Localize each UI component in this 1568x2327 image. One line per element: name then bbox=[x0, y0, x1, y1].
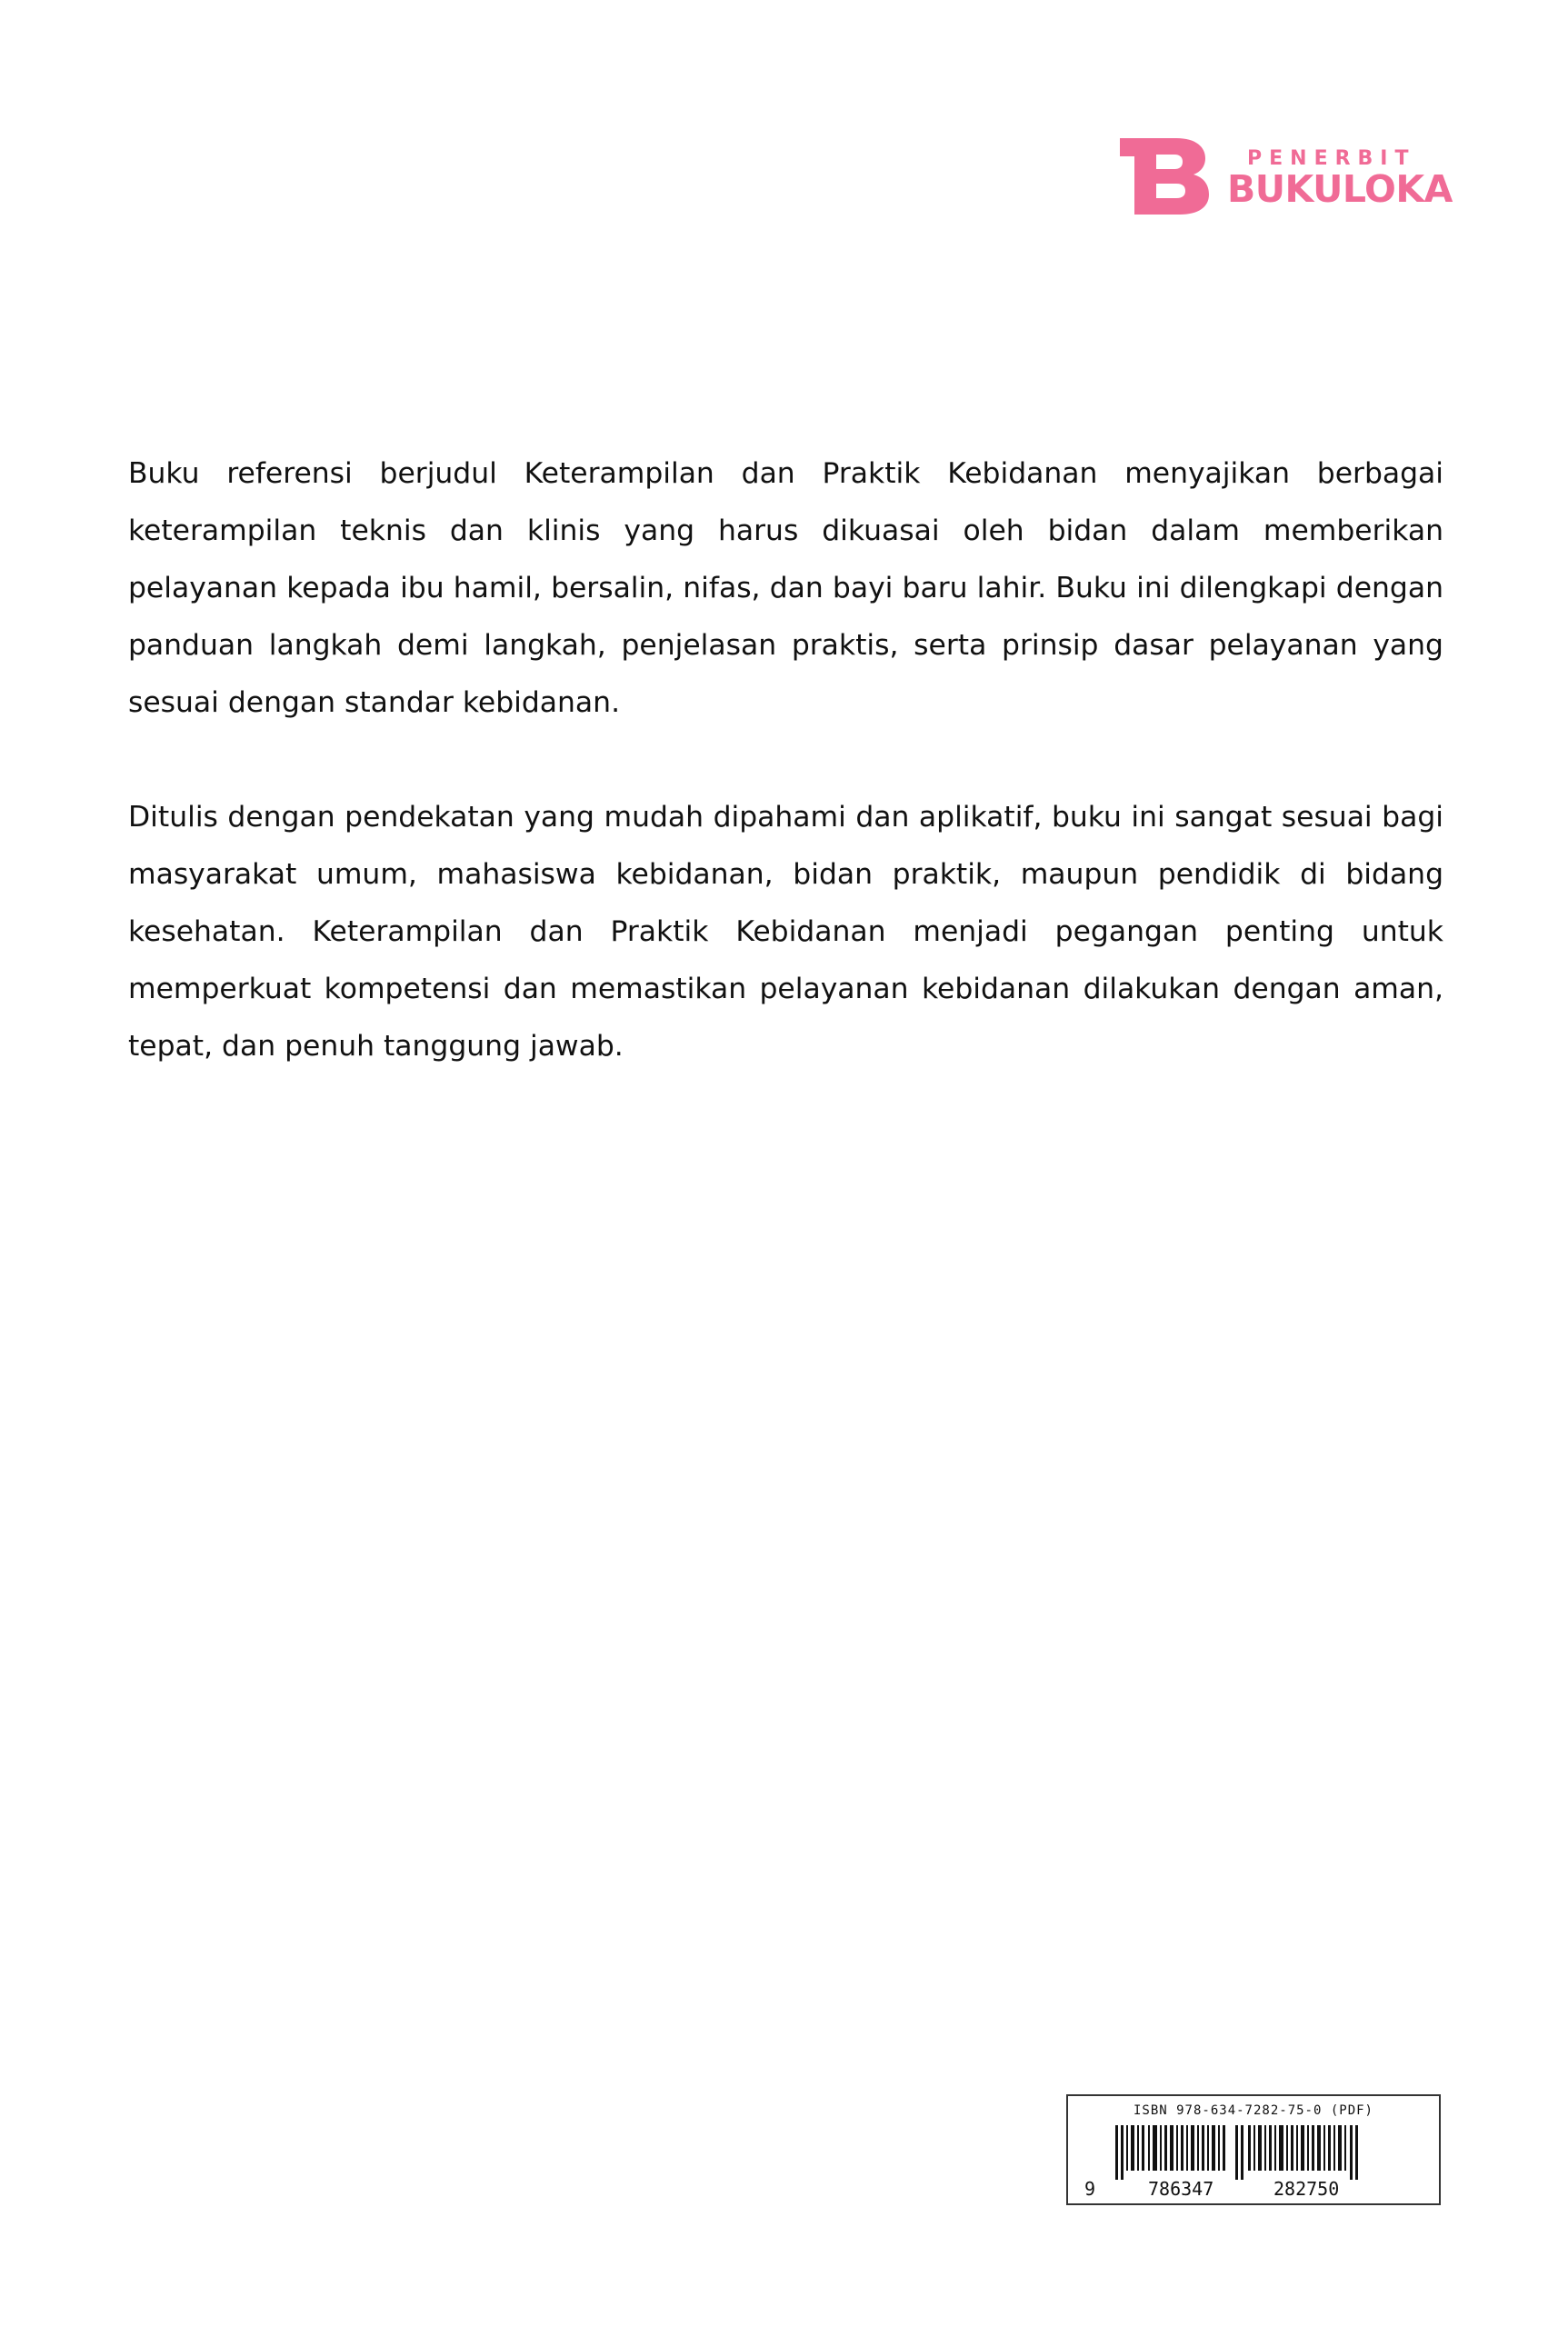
barcode-digits-right: 282750 bbox=[1273, 2178, 1340, 2200]
book-description bbox=[128, 445, 1443, 1133]
isbn-label: ISBN 978-634-7282-75-0 (PDF) bbox=[1133, 2103, 1373, 2118]
isbn-barcode-box bbox=[1066, 2094, 1441, 2205]
publisher-logo-mark bbox=[1120, 136, 1211, 216]
publisher-label-small: PENERBIT bbox=[1247, 147, 1416, 170]
publisher-logo bbox=[1120, 136, 1453, 218]
barcode-image bbox=[1068, 2123, 1443, 2180]
barcode-digits-left: 786347 bbox=[1148, 2178, 1214, 2200]
publisher-label-big: BUKULOKA bbox=[1227, 167, 1453, 211]
description-paragraph-1: Buku referensi berjudul Keterampilan dan Praktik Kebidanan menyajikan berbagai keterampilan teknis dan klinis yang harus dikuasai oleh bidan dalam memberikan pelayanan kepada ibu hamil, bersalin, nifas, dan bayi baru lahir. Buku ini dilengkapi dengan panduan langkah demi langkah, penjelasan praktis, serta prinsip dasar pelayanan yang sesuai dengan standar kebidanan. bbox=[128, 457, 1443, 719]
description-paragraph-2: Ditulis dengan pendekatan yang mudah dipahami dan aplikatif, buku ini sangat sesuai bagi masyarakat umum, mahasiswa kebidanan, bidan praktik, maupun pendidik di bidang kesehatan. Keterampilan dan Praktik Kebidanan menjadi pegangan penting untuk memperkuat kompetensi dan memastikan pelayanan kebidanan dilakukan dengan aman, tepat, dan penuh tanggung jawab. bbox=[128, 801, 1443, 1063]
barcode-digit-first: 9 bbox=[1084, 2178, 1096, 2200]
